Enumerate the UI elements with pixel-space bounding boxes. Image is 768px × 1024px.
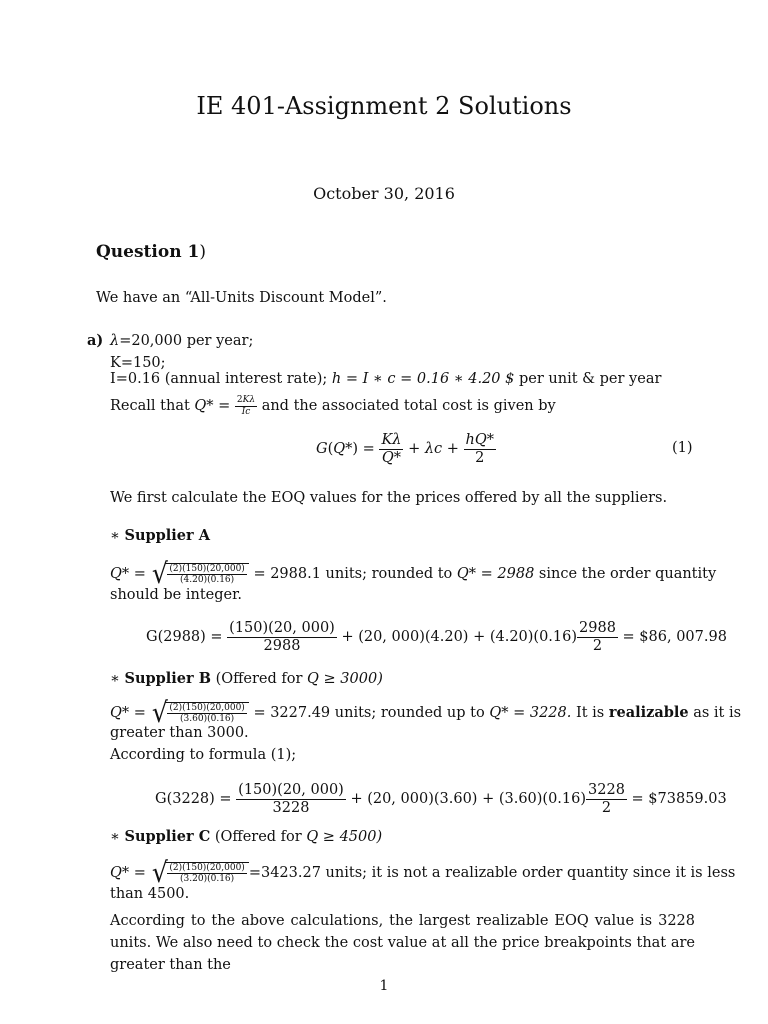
conclusion-paragraph: According to the above calculations, the largest realizable EOQ value is 3228 units. We also need to check the cost value at all the price breakpoints that are greater than the [110,913,695,973]
supplier-b-eoq: Q* = √ $\frac{(2)(150)(20,000)}{(3.60)(0.16)}$ = 3227.49 units; rounded up to Q* = 3228. It is realizable as it is [110,696,742,729]
document-title: IE 401-Assignment 2 Solutions [196,92,572,120]
supplier-b-heading: ∗ Supplier B (Offered for Q ≥ 3000) [110,670,383,687]
eoq-fraction: $\frac{2K\lambda}{Ic}$ [236,395,256,417]
k-line: K=150; [110,355,166,371]
supplier-c-eoq: Q* = √ $\frac{(2)(150)(20,000)}{(3.20)(0.16)}$ =3423.27 units; it is not a realizable order quantity since it is less [110,856,736,889]
supplier-a-eoq: Q* = √ $\frac{(2)(150)(20,000)}{(4.20)(0.16)}$ = 2988.1 units; rounded to Q* = 2988 since the order quantity [110,557,717,590]
equation-1: G(Q*) = $\frac{K\lambda}{Q*}$ + λc + $\frac{hQ*}{2}$ [316,432,495,466]
question-paren: ) [199,242,206,262]
i-line: I=0.16 (annual interest rate); h = I ∗ c = 0.16 ∗ 4.20 $ per unit & per year [110,371,662,387]
question-label: Question 1 [96,242,200,262]
calc-intro: We first calculate the EOQ values for the prices offered by all the suppliers. [110,490,668,506]
supplier-a-cost-equation: G(2988) = $\frac{(150)(20, 000)}{2988}$ + (20, 000)(4.20) + (4.20)(0.16) $\frac{2988}{2}$ = $86, 007.98 [146,620,727,654]
supplier-b-formula-ref: According to formula (1); [110,747,297,763]
supplier-b-cost-equation: G(3228) = $\frac{(150)(20, 000)}{3228}$ + (20, 000)(3.60) + (3.60)(0.16) $\frac{3228}{2}$ = $73859.03 [155,782,727,816]
document-date: October 30, 2016 [313,184,455,203]
page-number: 1 [379,978,389,994]
supplier-a-line2: should be integer. [110,587,243,603]
supplier-a-heading: ∗ Supplier A [110,527,210,544]
equation-number: (1) [672,440,693,456]
part-a-label: a) [87,332,104,349]
intro-text: We have an “All-Units Discount Model”. [96,290,387,306]
recall-line: Recall that Q* = $\frac{2K\lambda}{Ic}$ and the associated total cost is given by [110,395,556,417]
supplier-c-line2: than 4500. [110,886,190,902]
supplier-b-line2: greater than 3000. [110,725,249,741]
lambda-line: λ=20,000 per year; [110,333,254,349]
supplier-c-heading: ∗ Supplier C (Offered for Q ≥ 4500) [110,828,383,845]
question-heading [96,242,206,262]
